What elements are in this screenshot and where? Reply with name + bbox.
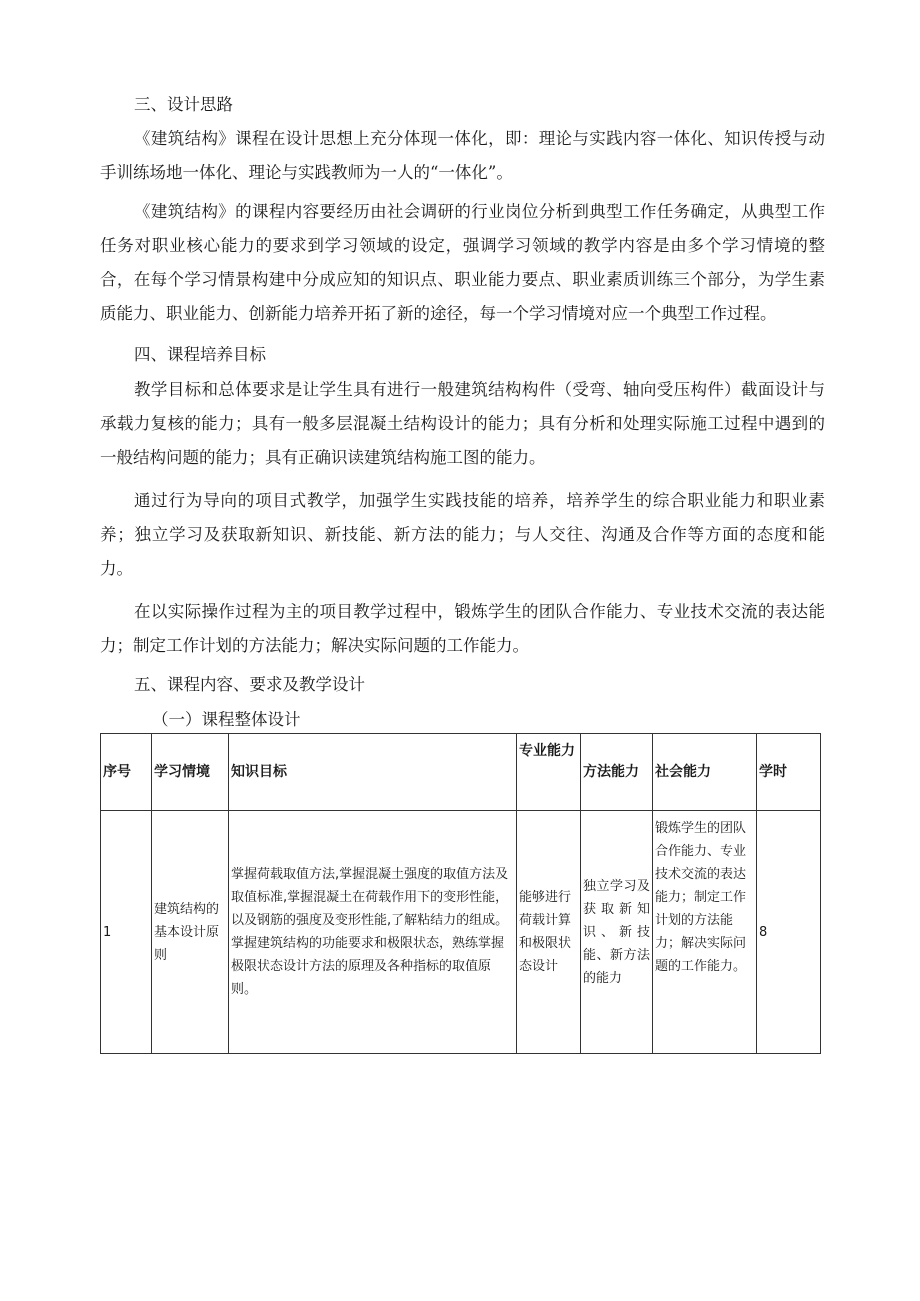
cell-knowledge: 掌握荷载取值方法,掌握混凝土强度的取值方法及取值标准,掌握混凝土在荷载作用下的变形性能，以及钢筋的强度及变形性能,了解粘结力的组成。掌握建筑结构的功能要求和极限状态，熟练掌握极限状态设计方法的原理及各种指标的取值原则。 xyxy=(229,811,517,1054)
cell-no: 1 xyxy=(101,811,152,1054)
section-4-paragraph-1: 教学目标和总体要求是让学生具有进行一般建筑结构构件（受弯、轴向受压构件）截面设计与承载力复核的能力；具有一般多层混凝土结构设计的能力；具有分析和处理实际施工过程中遇到的一般结构问题的能力；具有正确识读建筑结构施工图的能力。 xyxy=(100,380,825,467)
section-3-paragraph-2: 《建筑结构》的课程内容要经历由社会调研的行业岗位分析到典型工作任务确定，从典型工作任务对职业核心能力的要求到学习领域的设定，强调学习领域的教学内容是由多个学习情境的整合，在每个学习情景构建中分成应知的知识点、职业能力要点、职业素质训练三个部分，为学生素质能力、职业能力、创新能力培养开拓了新的途径，每一个学习情境对应一个典型工作过程。 xyxy=(100,202,825,323)
cell-situation: 建筑结构的基本设计原则 xyxy=(152,811,229,1054)
header-cell-hours: 学时 xyxy=(757,734,821,811)
section-5-subtitle: （一）课程整体设计 xyxy=(152,710,301,729)
header-cell-social: 社会能力 xyxy=(653,734,757,811)
header-cell-knowledge: 知识目标 xyxy=(229,734,517,811)
section-3-paragraph-1: 《建筑结构》课程在设计思想上充分体现一体化，即：理论与实践内容一体化、知识传授与动手训练场地一体化、理论与实践教师为一人的“一体化”。 xyxy=(100,129,825,182)
cell-hours: 8 xyxy=(757,811,821,1054)
header-cell-professional: 专业能力 xyxy=(517,734,581,811)
header-cell-situation: 学习情境 xyxy=(152,734,229,811)
section-5-title: 五、课程内容、要求及教学设计 xyxy=(134,675,365,694)
cell-method: 独立学习及获取新知识、新技能、新方法的能力 xyxy=(581,811,653,1054)
table-header-row xyxy=(101,734,821,811)
cell-social: 锻炼学生的团队合作能力、专业技术交流的表达能力；制定工作计划的方法能力；解决实际问题的工作能力。 xyxy=(653,811,757,1054)
table-row xyxy=(101,811,821,1054)
section-4-paragraph-3: 在以实际操作过程为主的项目教学过程中，锻炼学生的团队合作能力、专业技术交流的表达能力；制定工作计划的方法能力；解决实际问题的工作能力。 xyxy=(100,602,825,655)
section-3-title: 三、设计思路 xyxy=(134,95,233,114)
section-4-title: 四、课程培养目标 xyxy=(134,345,266,364)
header-cell-method: 方法能力 xyxy=(581,734,653,811)
course-design-table xyxy=(100,733,821,1054)
header-cell-no: 序号 xyxy=(101,734,152,811)
section-4-paragraph-2: 通过行为导向的项目式教学，加强学生实践技能的培养，培养学生的综合职业能力和职业素养；独立学习及获取新知识、新技能、新方法的能力；与人交往、沟通及合作等方面的态度和能力。 xyxy=(100,491,825,578)
cell-professional: 能够进行荷载计算和极限状态设计 xyxy=(517,811,581,1054)
